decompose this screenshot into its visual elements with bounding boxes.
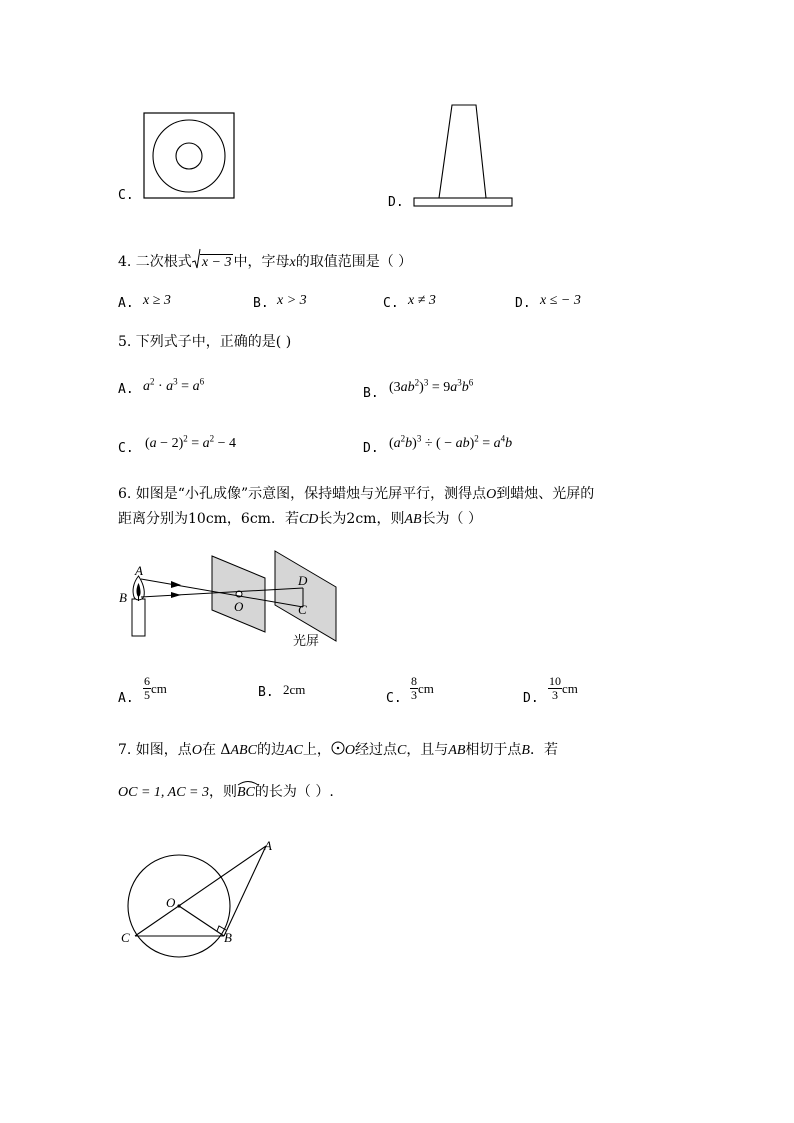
radical-expression: x − 3: [192, 253, 234, 272]
arc-notation: BC: [237, 783, 255, 802]
label-b: B: [224, 930, 232, 945]
q4-option-d-expr: x ≤ − 3: [540, 293, 581, 308]
label-c: C: [298, 602, 307, 617]
q6-stem-line1: 6. 如图是“小孔成像”示意图，保持蜡烛与光屏平行，测得点O到蜡烛、光屏的: [118, 486, 595, 502]
q5-stem: 5. 下列式子中，正确的是( ): [118, 334, 292, 350]
q6-option-a-label: A.: [118, 691, 134, 706]
q6-option-b-expr: 2cm: [283, 682, 306, 697]
q5-option-c-expr: $(a - 2)^2 = a^2 - 4$: [145, 433, 237, 451]
candle-body: [132, 599, 145, 636]
frustum-shape: [439, 105, 486, 198]
screen-panel: [275, 551, 336, 641]
q6-option-d-label: D.: [523, 691, 539, 706]
outer-circle: [153, 120, 225, 192]
center-dot: [177, 904, 180, 907]
label-o: O: [234, 599, 244, 614]
q3-option-c-figure: [143, 112, 236, 200]
arrow-b-icon: [171, 592, 181, 598]
segment-ob: [179, 906, 224, 936]
label-a: A: [135, 563, 143, 578]
label-c: C: [121, 930, 130, 945]
circle-symbol: [331, 741, 345, 759]
q5-option-b-expr: $(3ab^2)^3 = 9a^3b^6$: [389, 377, 474, 395]
base-plate: [414, 198, 512, 206]
label-o: O: [166, 895, 176, 910]
q4-option-a-expr: x ≥ 3: [143, 293, 171, 308]
q5-option-d-label: D.: [363, 441, 379, 456]
q3-option-c-label: C.: [118, 188, 134, 203]
q5-option-a-expr: $a^2 \cdot a^3 = a^6$: [143, 376, 205, 394]
q6-option-d-expr: $\frac{10}{3}$ cm: [549, 674, 578, 702]
q6-option-a-expr: $\frac{6}{5}$ cm: [144, 674, 167, 702]
q4-option-b-expr: x > 3: [277, 293, 307, 308]
q4-stem: 4. 二次根式 x − 3 中，字母x的取值范围是（ ）: [118, 253, 412, 272]
q4-option-a-label: A.: [118, 296, 134, 311]
square-outline: [144, 113, 234, 198]
q5-option-c-label: C.: [118, 441, 134, 456]
q7-stem-line1: 7. 如图，点O在 ΔABC的边AC上， O经过点C，且与AB相切于点B．若: [118, 742, 558, 758]
label-b: B: [119, 590, 127, 605]
inner-circle: [176, 143, 202, 169]
q6-option-b-label: B.: [258, 685, 274, 700]
q7-stem-line2: OC = 1, AC = 3，则 BC的长为（ ）.: [118, 783, 334, 802]
q5-option-b-label: B.: [363, 386, 379, 401]
q3-option-d-figure: [412, 102, 516, 208]
label-d: D: [298, 573, 308, 588]
arrow-a-icon: [171, 581, 181, 588]
label-screen: 光屏: [293, 634, 320, 649]
q6-stem-line2: 距离分别为10cm，6cm．若CD长为2cm，则AB长为（ ）: [118, 511, 483, 527]
arc-mark-icon: [237, 780, 259, 786]
q4-option-d-label: D.: [515, 296, 531, 311]
circle-tangent-figure: [115, 830, 285, 965]
q4-option-b-label: B.: [253, 296, 269, 311]
pinhole-imaging-figure: [115, 545, 350, 653]
q4-option-c-expr: x ≠ 3: [408, 293, 436, 308]
q6-option-c-label: C.: [386, 691, 402, 706]
circle-dot-icon: [331, 741, 345, 755]
q3-option-d-label: D.: [388, 195, 404, 210]
label-a: A: [264, 838, 272, 853]
radical-sign-icon: [192, 248, 201, 270]
q5-option-d-expr: $(a^2b)^3$ ÷ ( − $ab)^2 = a^4b$: [389, 433, 513, 451]
q6-option-c-expr: $\frac{8}{3}$ cm: [411, 674, 434, 702]
q4-option-c-label: C.: [383, 296, 399, 311]
segment-ba: [224, 846, 266, 936]
q5-option-a-label: A.: [118, 382, 134, 397]
